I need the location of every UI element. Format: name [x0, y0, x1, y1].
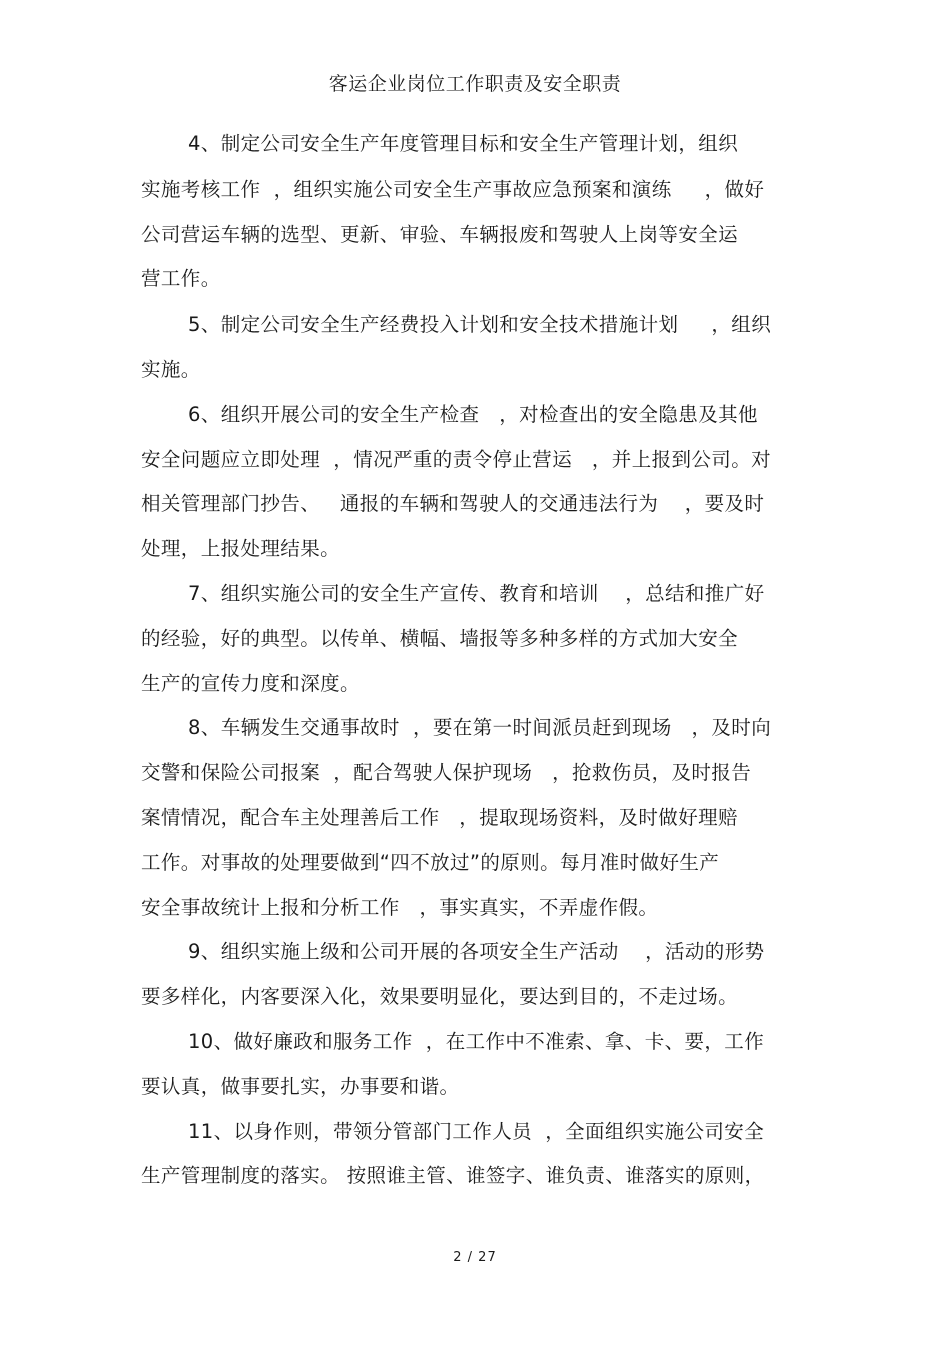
paragraph-6-line-3: 相关管理部门抄告、 通报的车辆和驾驶人的交通违法行为 ，要及时 [141, 492, 765, 515]
paragraph-6-line-1: 6、组织开展公司的安全生产检查 ，对检查出的安全隐患及其他 [188, 403, 758, 426]
paragraph-9-line-2: 要多样化，内客要深入化，效果要明显化，要达到目的，不走过场。 [141, 985, 739, 1008]
paragraph-5-line-2: 实施。 [141, 358, 201, 381]
paragraph-8-line-3: 案情情况，配合车主处理善后工作 ，提取现场资料，及时做好理赔 [141, 806, 738, 829]
paragraph-6-line-2: 安全问题应立即处理 ，情况严重的责令停止营运 ，并上报到公司。对 [141, 448, 771, 471]
paragraph-7-line-2: 的经验，好的典型。以传单、横幅、墙报等多种多样的方式加大安全 [141, 627, 739, 650]
page-number: 2 / 27 [453, 1250, 497, 1265]
paragraph-5-line-1: 5、制定公司安全生产经费投入计划和安全技术措施计划 ，组织 [188, 313, 772, 336]
paragraph-10-line-2: 要认真，做事要扎实，办事要和谐。 [141, 1075, 460, 1098]
paragraph-6-line-4: 处理，上报处理结果。 [141, 537, 341, 560]
paragraph-11-line-2: 生产管理制度的落实。 按照谁主管、谁签字、谁负责、谁落实的原则， [141, 1164, 765, 1187]
paragraph-4-line-3: 公司营运车辆的选型、更新、审验、车辆报废和驾驶人上岗等安全运 [141, 223, 739, 246]
paragraph-4-line-2: 实施考核工作 ，组织实施公司安全生产事故应急预案和演练 ，做好 [141, 178, 765, 201]
paragraph-11-line-1: 11、以身作则，带领分管部门工作人员 ，全面组织实施公司安全 [188, 1120, 765, 1143]
paragraph-8-line-4: 工作。对事故的处理要做到“四不放过”的原则。每月准时做好生产 [141, 851, 720, 874]
paragraph-4-line-4: 营工作。 [141, 267, 221, 290]
paragraph-7-line-3: 生产的宣传力度和深度。 [141, 672, 360, 695]
paragraph-8-line-1: 8、车辆发生交通事故时 ，要在第一时间派员赶到现场 ，及时向 [188, 716, 772, 739]
paragraph-10-line-1: 10、做好廉政和服务工作 ，在工作中不准索、拿、卡、要，工作 [188, 1030, 765, 1053]
paragraph-8-line-2: 交警和保险公司报案 ，配合驾驶人保护现场 ，抢救伤员，及时报告 [141, 761, 752, 784]
paragraph-8-line-5: 安全事故统计上报和分析工作 ，事实真实，不弄虚作假。 [141, 896, 659, 919]
page-title: 客运企业岗位工作职责及安全职责 [328, 73, 622, 95]
paragraph-4-line-1: 4、制定公司安全生产年度管理目标和安全生产管理计划，组织 [188, 132, 739, 155]
paragraph-9-line-1: 9、组织实施上级和公司开展的各项安全生产活动 ，活动的形势 [188, 940, 765, 963]
paragraph-7-line-1: 7、组织实施公司的安全生产宣传、教育和培训 ，总结和推广好 [188, 582, 765, 605]
